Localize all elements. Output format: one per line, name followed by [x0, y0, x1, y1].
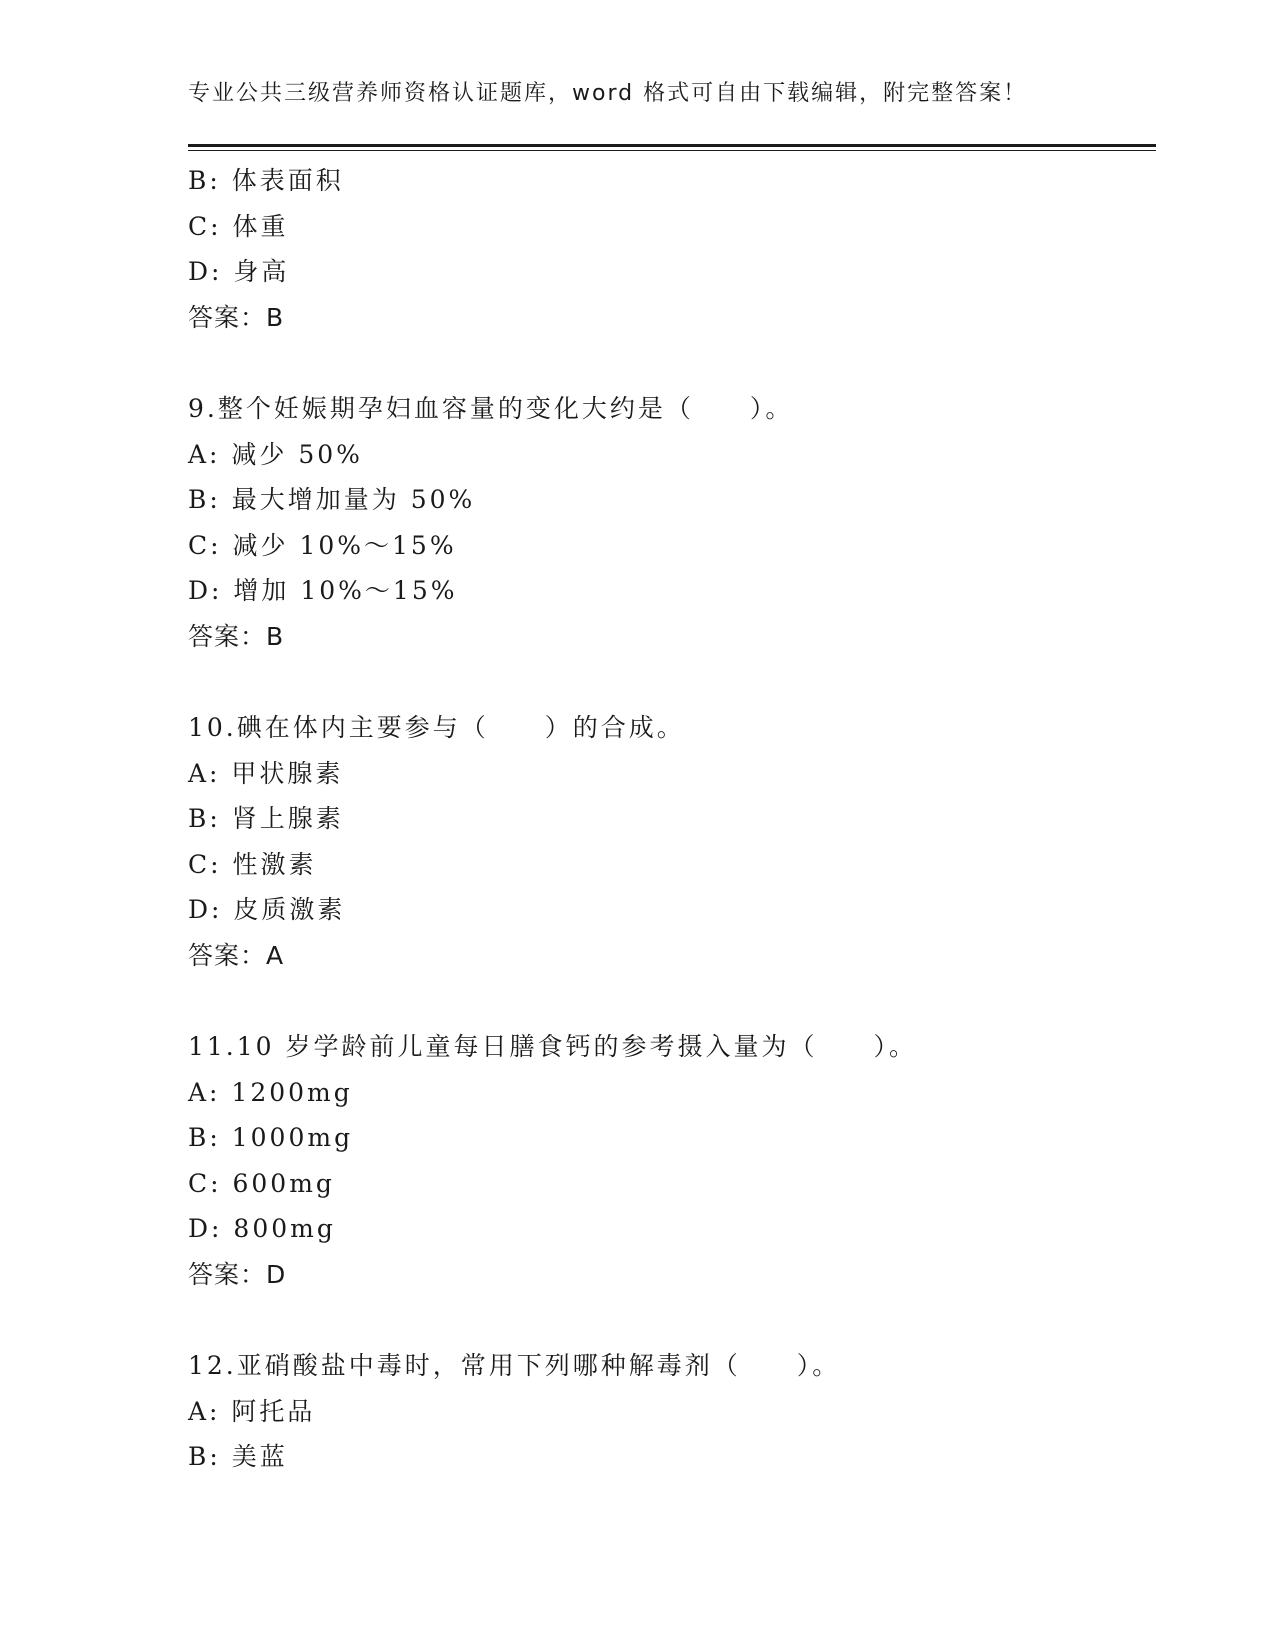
block-spacer: [188, 340, 1156, 386]
option-a: A: 阿托品: [188, 1396, 316, 1426]
question-block-10: [188, 705, 1156, 978]
option-c: C: 600mg: [188, 1168, 335, 1198]
question-block-8: [188, 158, 1156, 340]
option-d: D: 800mg: [188, 1214, 336, 1243]
question-block-11: [188, 1024, 1156, 1297]
answer-line: 答案：D: [188, 1259, 287, 1289]
answer-line: 答案：B: [188, 621, 285, 651]
answer-line: 答案：B: [188, 302, 285, 332]
option-a: A: 1200mg: [188, 1077, 353, 1107]
question-block-9: [188, 386, 1156, 659]
option-b: B: 最大增加量为 50%: [188, 485, 476, 514]
option-d: D: 增加 10%～15%: [188, 576, 458, 605]
question-list: [188, 158, 1156, 1480]
question-text: 12.亚硝酸盐中毒时，常用下列哪种解毒剂（ ）。: [188, 1351, 841, 1380]
header-divider-thin: [188, 150, 1156, 151]
header-divider-thick: [188, 144, 1156, 147]
page-header: 专业公共三级营养师资格认证题库，word 格式可自由下载编辑，附完整答案！: [188, 81, 1028, 106]
option-b: B: 肾上腺素: [188, 804, 344, 833]
block-spacer: [188, 659, 1156, 705]
option-c: C: 性激素: [188, 849, 317, 879]
question-block-12: [188, 1343, 1156, 1480]
option-a: A: 减少 50%: [188, 439, 363, 469]
option-d: D: 皮质激素: [188, 895, 346, 924]
question-text: 9.整个妊娠期孕妇血容量的变化大约是（ ）。: [188, 394, 794, 423]
option-c: C: 减少 10%～15%: [188, 530, 457, 560]
option-d: D: 身高: [188, 257, 290, 286]
option-b: B: 美蓝: [188, 1442, 288, 1471]
question-text: 11.10 岁学龄前儿童每日膳食钙的参考摄入量为（ ）。: [188, 1032, 918, 1061]
option-b: B: 体表面积: [188, 166, 344, 195]
block-spacer: [188, 1297, 1156, 1343]
option-a: A: 甲状腺素: [188, 758, 344, 788]
question-text: 10.碘在体内主要参与（ ）的合成。: [188, 713, 685, 742]
option-c: C: 体重: [188, 211, 289, 241]
option-b: B: 1000mg: [188, 1123, 354, 1152]
block-spacer: [188, 978, 1156, 1024]
answer-line: 答案：A: [188, 940, 285, 970]
